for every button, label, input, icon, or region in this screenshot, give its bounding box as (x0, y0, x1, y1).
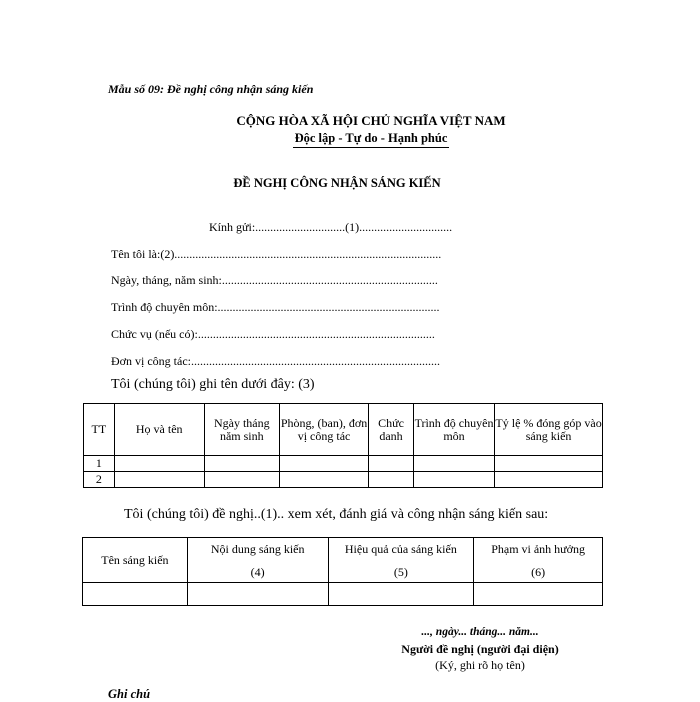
cell (495, 472, 603, 488)
cell (279, 472, 368, 488)
nation-title: CỘNG HÒA XÃ HỘI CHỦ NGHĨA VIỆT NAM (236, 113, 506, 128)
authors-table-header (84, 404, 603, 456)
col-initiative-name: Tên sáng kiến (83, 538, 188, 583)
document-title: ĐỀ NGHỊ CÔNG NHẬN SÁNG KIẾN (233, 176, 441, 190)
table-row (84, 456, 603, 472)
birth-date-field: Ngày, tháng, năm sinh:........................................................................ (111, 273, 438, 287)
content-note: (4) (250, 564, 265, 579)
col-contribution: Tỷ lệ % đóng góp vào sáng kiến (495, 404, 603, 456)
footer-label: Ghi chú (108, 687, 151, 701)
col-qualification: Trình độ chuyên môn (413, 404, 494, 456)
col-position: Chức danh (369, 404, 414, 456)
col-initiative-effectiveness (328, 538, 474, 583)
cell (114, 472, 204, 488)
cell (369, 456, 414, 472)
cell (204, 456, 279, 472)
scope-note: (6) (531, 564, 546, 579)
form-number: Mẫu số 09: Đề nghị công nhận sáng kiến (108, 82, 314, 96)
scope-label: Phạm vi ảnh hưởng (491, 541, 586, 556)
signature-title: Người đề nghị (người đại diện) (401, 642, 559, 656)
position-field: Chức vụ (nếu có):............................................................................... (111, 327, 435, 341)
signature-note: (Ký, ghi rõ họ tên) (435, 658, 525, 672)
cell (83, 583, 188, 606)
cell (187, 583, 328, 606)
col-department: Phòng, (ban), đơn vị công tác (279, 404, 368, 456)
row-number: 1 (84, 456, 115, 472)
effectiveness-note: (5) (393, 564, 408, 579)
cell (495, 456, 603, 472)
col-tt: TT (84, 404, 115, 456)
col-birth-date: Ngày tháng năm sinh (204, 404, 279, 456)
col-full-name: Họ và tên (114, 404, 204, 456)
cell (413, 472, 494, 488)
col-initiative-scope (474, 538, 603, 583)
signature-date-line: ..., ngày... tháng... năm... (421, 626, 539, 638)
motto: Độc lập - Tự do - Hạnh phúc (293, 131, 450, 148)
content-label: Nội dung sáng kiến (210, 541, 305, 556)
cell (413, 456, 494, 472)
effectiveness-label: Hiệu quả của sáng kiến (344, 541, 457, 556)
table-row (84, 472, 603, 488)
recipient-line: Kính gửi:..............................(1)............................... (209, 220, 453, 234)
col-initiative-content (187, 538, 328, 583)
initiative-table (82, 537, 603, 606)
workplace-field: Đơn vị công tác:................................................................................... (111, 354, 440, 368)
name-field: Tên tôi là:(2)......................................................................................... (111, 247, 442, 261)
cell (474, 583, 603, 606)
cell (328, 583, 474, 606)
request-sentence: Tôi (chúng tôi) đề nghị..(1).. xem xét, đánh giá và công nhận sáng kiến sau: (124, 507, 549, 522)
authors-table (83, 403, 603, 488)
qualification-field: Trình độ chuyên môn:.......................................................................... (111, 300, 440, 314)
row-number: 2 (84, 472, 115, 488)
table-row (83, 583, 603, 606)
cell (369, 472, 414, 488)
motto-wrapper (0, 129, 700, 148)
cell (114, 456, 204, 472)
authors-heading: Tôi (chúng tôi) ghi tên dưới đây: (3) (111, 377, 315, 392)
cell (204, 472, 279, 488)
cell (279, 456, 368, 472)
initiative-table-header (83, 538, 603, 583)
